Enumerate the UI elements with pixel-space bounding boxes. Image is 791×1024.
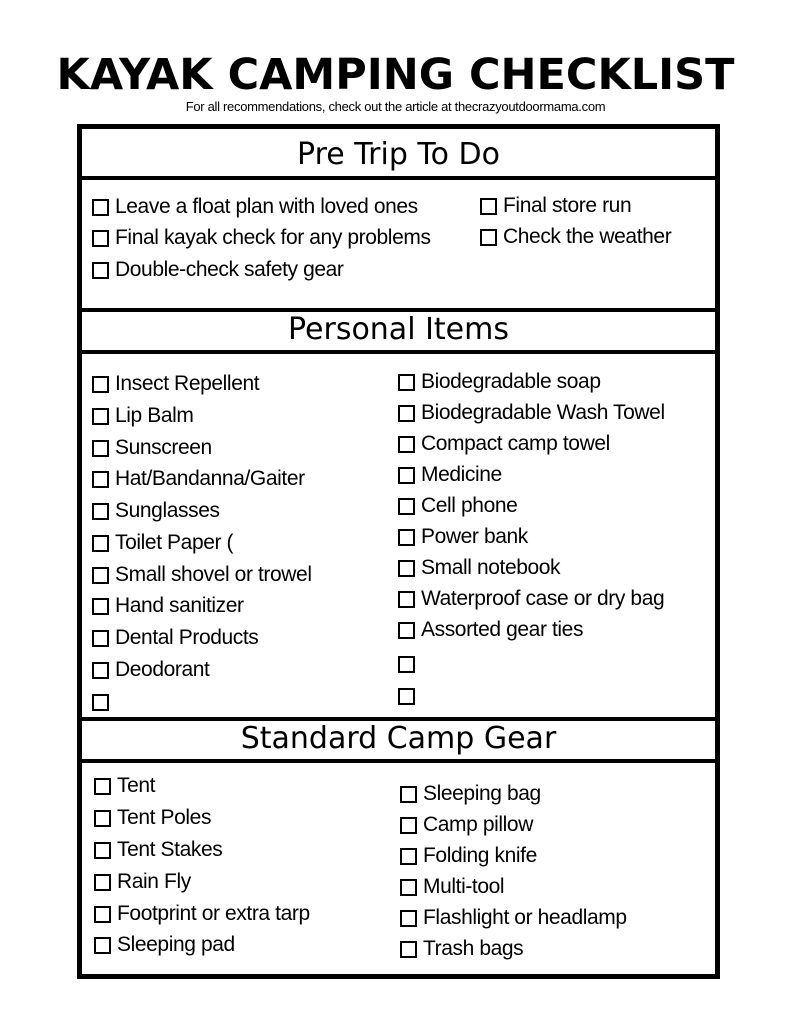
checklist-item-label: Final kayak check for any problems [115, 226, 431, 249]
checklist-item[interactable] [92, 497, 220, 525]
checklist-item[interactable] [92, 624, 258, 652]
checkbox[interactable] [92, 199, 109, 216]
checklist-item-label: Tent Stakes [117, 838, 223, 861]
checkbox[interactable] [92, 440, 109, 457]
checkbox[interactable] [92, 408, 109, 425]
checklist-item[interactable] [92, 561, 312, 589]
checklist-item[interactable] [94, 868, 191, 896]
checklist-item-label: Hand sanitizer [115, 594, 244, 617]
checkbox[interactable] [92, 262, 109, 279]
checklist-item[interactable] [92, 370, 259, 398]
checkbox[interactable] [92, 535, 109, 552]
checklist-item-label: Double-check safety gear [115, 258, 344, 281]
checklist-item-label: Final store run [503, 194, 632, 217]
checkbox[interactable] [400, 786, 417, 803]
checklist-item[interactable] [398, 461, 502, 489]
checkbox[interactable] [400, 879, 417, 896]
checklist-item[interactable] [92, 592, 244, 620]
checklist-item[interactable] [94, 900, 310, 928]
checklist-item[interactable] [92, 656, 209, 684]
checklist-item-label: Small shovel or trowel [115, 563, 312, 586]
checkbox[interactable] [398, 560, 415, 577]
checklist-item[interactable] [400, 904, 627, 932]
checkbox[interactable] [400, 817, 417, 834]
checklist-item[interactable] [398, 492, 517, 520]
checklist-item[interactable] [480, 223, 671, 251]
checklist-item[interactable] [400, 811, 533, 839]
checklist-item[interactable] [398, 368, 601, 396]
checklist-item-label: Tent [117, 774, 156, 797]
checkbox[interactable] [92, 662, 109, 679]
checklist-item[interactable] [92, 465, 305, 493]
page-title: KAYAK CAMPING CHECKLIST [56, 50, 735, 100]
checklist-item-label: Power bank [421, 525, 528, 548]
checklist-item-label: Sleeping bag [423, 782, 541, 805]
checklist-item-label: Rain Fly [117, 870, 191, 893]
checkbox[interactable] [398, 374, 415, 391]
checklist-item[interactable] [92, 529, 233, 557]
checklist-item-label: Assorted gear ties [421, 618, 584, 641]
checklist-item[interactable] [400, 873, 504, 901]
checkbox[interactable] [92, 376, 109, 393]
checkbox[interactable] [398, 467, 415, 484]
checklist-item[interactable] [92, 256, 344, 284]
checkbox[interactable] [400, 941, 417, 958]
checklist-item[interactable] [398, 682, 421, 710]
checklist-item-label: Cell phone [421, 494, 518, 517]
section-divider [82, 176, 715, 180]
checklist-item-label: Dental Products [115, 626, 259, 649]
checklist-item-label: Sleeping pad [117, 933, 235, 956]
checkbox[interactable] [398, 688, 415, 705]
checklist-item[interactable] [92, 193, 418, 221]
checklist-item-label: Multi-tool [423, 875, 505, 898]
checkbox[interactable] [400, 848, 417, 865]
checkbox[interactable] [94, 810, 111, 827]
checklist-item-label: Compact camp towel [421, 432, 610, 455]
section-divider [82, 350, 715, 354]
checkbox[interactable] [398, 436, 415, 453]
checklist-item[interactable] [398, 399, 665, 427]
checklist-item-label: Footprint or extra tarp [117, 902, 310, 925]
checklist-item[interactable] [92, 402, 194, 430]
checklist-item[interactable] [398, 585, 664, 613]
checklist-item-label: Trash bags [423, 937, 524, 960]
section-heading-pre-trip: Pre Trip To Do [297, 137, 500, 172]
checkbox[interactable] [92, 503, 109, 520]
checkbox[interactable] [94, 874, 111, 891]
checklist-item[interactable] [92, 688, 115, 716]
checklist-item-label: Medicine [421, 463, 502, 486]
checklist-item-label: Small notebook [421, 556, 561, 579]
checkbox[interactable] [398, 591, 415, 608]
checkbox[interactable] [398, 498, 415, 515]
checkbox[interactable] [480, 229, 497, 246]
checkbox[interactable] [92, 230, 109, 247]
checkbox[interactable] [480, 198, 497, 215]
checkbox[interactable] [398, 529, 415, 546]
checklist-item[interactable] [398, 554, 560, 582]
checklist-item[interactable] [398, 523, 528, 551]
checkbox[interactable] [398, 405, 415, 422]
checklist-item-label: Folding knife [423, 844, 537, 867]
checklist-item-label: Sunscreen [115, 436, 212, 459]
checklist-item[interactable] [400, 842, 537, 870]
checklist-item[interactable] [480, 192, 631, 220]
checklist-item[interactable] [400, 780, 541, 808]
checkbox[interactable] [92, 471, 109, 488]
checklist-item-label: Deodorant [115, 658, 210, 681]
checkbox[interactable] [398, 622, 415, 639]
checklist-item-label: Biodegradable Wash Towel [421, 401, 665, 424]
checklist-item[interactable] [94, 804, 211, 832]
checkbox[interactable] [94, 937, 111, 954]
checklist-item[interactable] [94, 836, 222, 864]
checkbox[interactable] [398, 656, 415, 673]
checklist-item[interactable] [398, 650, 421, 678]
checklist-item[interactable] [92, 434, 212, 462]
checkbox[interactable] [94, 842, 111, 859]
checklist-item-label: Check the weather [503, 225, 672, 248]
checklist-item[interactable] [94, 931, 235, 959]
checklist-item[interactable] [398, 430, 610, 458]
checkbox[interactable] [92, 630, 109, 647]
checkbox[interactable] [94, 778, 111, 795]
checklist-item[interactable] [400, 935, 523, 963]
checklist-item-label: Camp pillow [423, 813, 533, 836]
checkbox[interactable] [92, 598, 109, 615]
checklist-item-label: Leave a float plan with loved ones [115, 195, 418, 218]
checklist-item-label: Tent Poles [117, 806, 212, 829]
checklist-item-label: Toilet Paper ( [115, 531, 234, 554]
checklist-item[interactable] [94, 772, 155, 800]
checkbox[interactable] [92, 567, 109, 584]
checklist-item-label: Sunglasses [115, 499, 220, 522]
checklist-item-label: Flashlight or headlamp [423, 906, 627, 929]
checklist-item-label: Waterproof case or dry bag [421, 587, 665, 610]
checkbox[interactable] [400, 910, 417, 927]
section-heading-standard-camp-gear: Standard Camp Gear [240, 721, 557, 756]
checkbox[interactable] [94, 906, 111, 923]
checkbox[interactable] [92, 694, 109, 711]
checklist-item[interactable] [92, 224, 431, 252]
checklist-item-label: Biodegradable soap [421, 370, 601, 393]
checklist-item-label: Lip Balm [115, 404, 194, 427]
section-heading-personal-items: Personal Items [288, 312, 509, 347]
section-divider [82, 759, 715, 763]
page-subtitle: For all recommendations, check out the article at thecrazyoutdoormama.com [185, 99, 606, 114]
checklist-frame [77, 124, 720, 979]
checklist-item-label: Insect Repellent [115, 372, 260, 395]
checklist-item[interactable] [398, 616, 583, 644]
checklist-item-label: Hat/Bandanna/Gaiter [115, 467, 305, 490]
